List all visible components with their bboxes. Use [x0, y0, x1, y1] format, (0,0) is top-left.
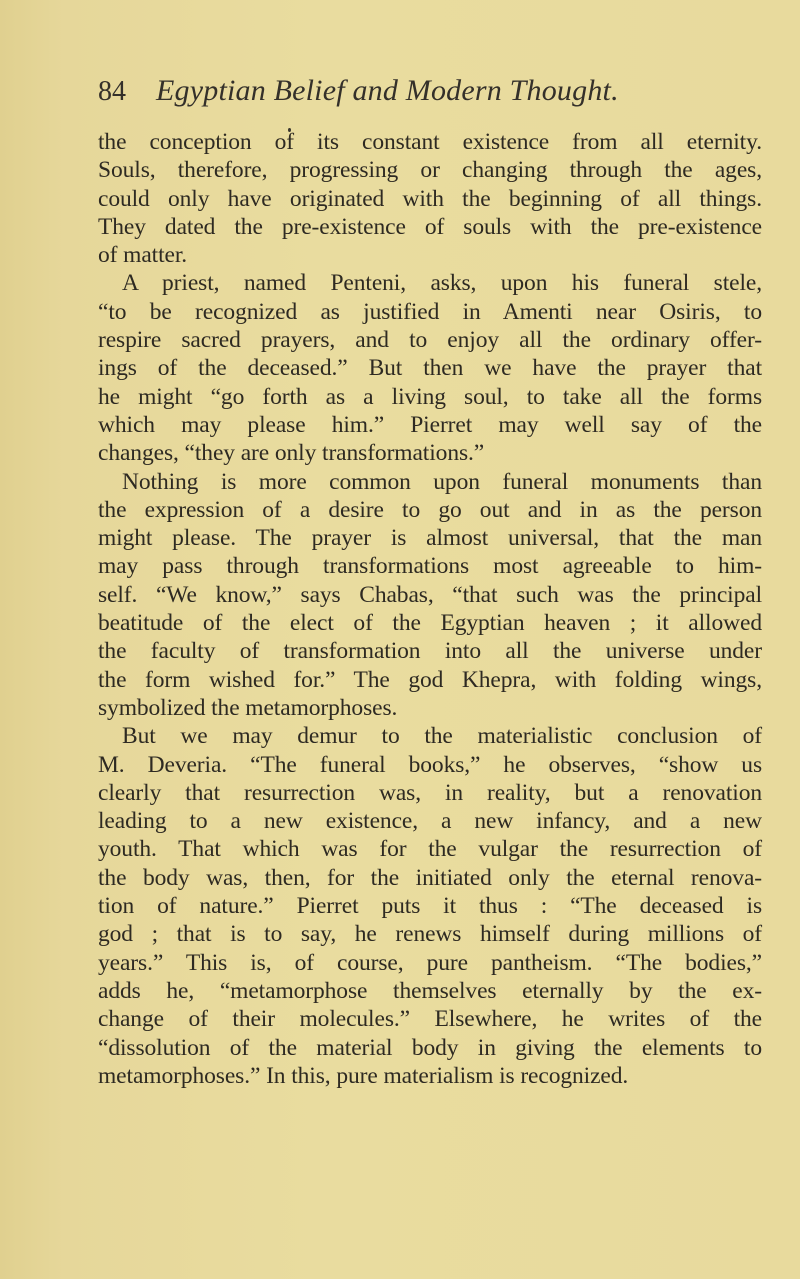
text-line: “dissolution of the material body in giving the elements to — [98, 1034, 762, 1061]
text-line: of matter. — [98, 242, 188, 269]
text-line: the conception of its constant existence from all eternity. — [98, 129, 762, 155]
text-line: the faculty of transformation into all the universe under — [98, 638, 762, 665]
text-line: the body was, then, for the initiated only the eternal renova- — [98, 864, 762, 891]
text-line: might please. The prayer is almost universal, that the man — [98, 525, 762, 552]
text-line: leading to a new existence, a new infancy, and a new — [98, 808, 762, 835]
text-line: “to be recognized as justified in Amenti near Osiris, to — [98, 298, 762, 325]
text-line: A priest, named Penteni, asks, upon his funeral stele, — [122, 270, 762, 297]
text-line: which may please him.” Pierret may well say of the — [98, 411, 762, 438]
text-line: may pass through transformations most agreeable to him- — [98, 553, 762, 580]
text-line: respire sacred prayers, and to enjoy all the ordinary offer- — [98, 327, 762, 354]
text-line: clearly that resurrection was, in reality, but a renovation — [98, 779, 762, 806]
text-line: the expression of a desire to go out and in as the person — [98, 496, 762, 523]
text-line: But we may demur to the materialistic conclusion of — [122, 723, 762, 750]
text-line: the form wished for.” The god Khepra, with folding wings, — [98, 666, 762, 693]
text-line: could only have originated with the beginning of all things. — [98, 185, 762, 212]
text-line: he might “go forth as a living soul, to take all the forms — [98, 383, 762, 410]
text-line: years.” This is, of course, pure pantheism. “The bodies,” — [98, 949, 762, 976]
text-line: god ; that is to say, he renews himself during millions of — [98, 921, 762, 948]
text-line: ings of the deceased.” But then we have the prayer that — [98, 355, 762, 382]
page-number: 84 — [98, 76, 126, 107]
text-line: change of their molecules.” Elsewhere, he writes of the — [98, 1006, 762, 1033]
text-line: youth. That which was for the vulgar the resurrection of — [98, 836, 762, 863]
text-line: adds he, “metamorphose themselves eternally by the ex- — [98, 977, 762, 1004]
text-line: self. “We know,” says Chabas, “that such was the principal — [98, 581, 762, 608]
running-head — [98, 74, 619, 114]
text-line: Nothing is more common upon funeral monuments than — [122, 468, 762, 495]
text-line: M. Deveria. “The funeral books,” he observes, “show us — [98, 751, 762, 778]
running-title: Egyptian Belief and Modern Thought. — [156, 74, 619, 107]
text-line: They dated the pre-existence of souls with the pre-existence — [98, 213, 762, 240]
text-line: beatitude of the elect of the Egyptian heaven ; it allowed — [98, 610, 762, 637]
text-line: tion of nature.” Pierret puts it thus : “The deceased is — [98, 893, 762, 920]
body-text — [98, 128, 762, 1090]
text-line: changes, “they are only transformations.” — [98, 440, 485, 467]
text-line: symbolized the metamorphoses. — [98, 694, 398, 721]
text-line: Souls, therefore, progressing or changing through the ages, — [98, 157, 762, 184]
text-line: metamorphoses.” In this, pure materialism is recognized. — [98, 1062, 629, 1089]
